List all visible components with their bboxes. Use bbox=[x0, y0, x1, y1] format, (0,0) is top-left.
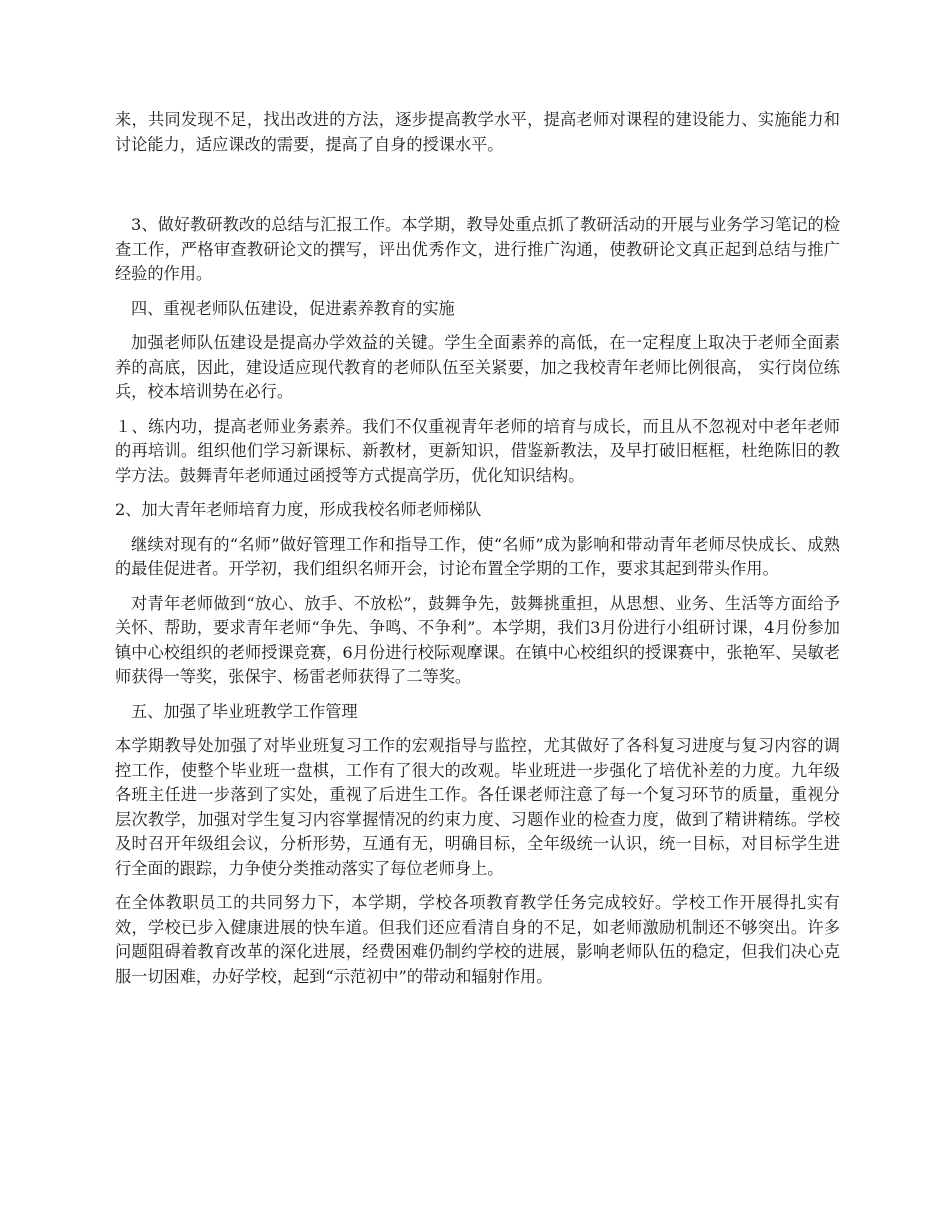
paragraph-young-teachers-competition: 对青年老师做到“放心、放手、不放松”，鼓舞争先，鼓舞挑重担，从思想、业务、生活等方面给予关怀、帮助，要求青年老师“争先、争鸣、不争利”。本学期，我们3月份进行小组研讨课，4月份参加镇中心校组织的老师授课竞赛，6月份进行校际观摩课。在镇中心校组织的授课赛中，张艳军、吴敏老师获得一等奖，张保宇、杨雷老师获得了二等奖。 bbox=[115, 593, 840, 686]
subheading-young-teacher-training: 2、加大青年老师培育力度，形成我校名师老师梯队 bbox=[115, 500, 482, 519]
document-page bbox=[115, 108, 840, 999]
paragraph-gap bbox=[115, 167, 840, 213]
paragraph-teacher-team-intro: 加强老师队伍建设是提高办学效益的关键。学生全面素养的高低，在一定程度上取决于老师全面素养的高底，因此，建设适应现代教育的老师队伍至关紧要，加之我校青年老师比例很高， 实行岗位练兵，校本培训势在必行。 bbox=[115, 333, 840, 401]
paragraph-internal-skills: １、练内功，提高老师业务素养。我们不仅重视青年老师的培育与成长，而且从不忽视对中老年老师的再培训。组织他们学习新课标、新教材，更新知识，借鉴新教法，及早打破旧框框，杜绝陈旧的教学方法。鼓舞青年老师通过函授等方式提高学历，优化知识结构。 bbox=[115, 416, 840, 485]
paragraph-continuation: 来，共同发现不足，找出改进的方法，逐步提高教学水平，提高老师对课程的建设能力、实施能力和讨论能力，适应课改的需要，提高了自身的授课水平。 bbox=[115, 110, 840, 154]
paragraph-conclusion: 在全体教职员工的共同努力下，本学期，学校各项教育教学任务完成较好。学校工作开展得扎实有效，学校已步入健康进展的快车道。但我们还应看清自身的不足，如老师激励机制还不够突出。许多问题阻碍着教育改革的深化进展，经费困难仍制约学校的进展，影响老师队伍的稳定，但我们决心克服一切困难，办好学校，起到“示范初中”的带动和辐射作用。 bbox=[115, 893, 840, 986]
section-heading-teacher-team: 四、重视老师队伍建设，促进素养教育的实施 bbox=[131, 298, 455, 318]
paragraph-famous-teachers: 继续对现有的“名师”做好管理工作和指导工作，使“名师”成为影响和带动青年老师尽快成长、成熟的最佳促进者。开学初，我们组织名师开会，讨论布置全学期的工作，要求其起到带头作用。 bbox=[115, 534, 840, 578]
paragraph-graduating-class-management: 本学期教导处加强了对毕业班复习工作的宏观指导与监控，尤其做好了各科复习进度与复习内容的调控工作，使整个毕业班一盘棋，工作有了很大的改观。毕业班进一步强化了培优补差的力度。九年级各班主任进一步落到了实处，重视了后进生工作。各任课老师注意了每一个复习环节的质量，重视分层次教学，加强对学生复习内容掌握情况的约束力度、习题作业的检查力度，做到了精讲精练。学校及时召开年级组会议，分析形势，互通有无，明确目标，全年级统一认识，统一目标，对目标学生进行全面的跟踪，力争使分类推动落实了每位老师身上。 bbox=[115, 736, 840, 878]
section-heading-graduating-class: 五、加强了毕业班教学工作管理 bbox=[131, 701, 358, 721]
paragraph-teaching-research-summary: 3、做好教研教改的总结与汇报工作。本学期，教导处重点抓了教研活动的开展与业务学习笔记的检查工作，严格审查教研论文的撰写，评出优秀作文，进行推广沟通，使教研论文真正起到总结与推广经验的作用。 bbox=[115, 215, 840, 283]
